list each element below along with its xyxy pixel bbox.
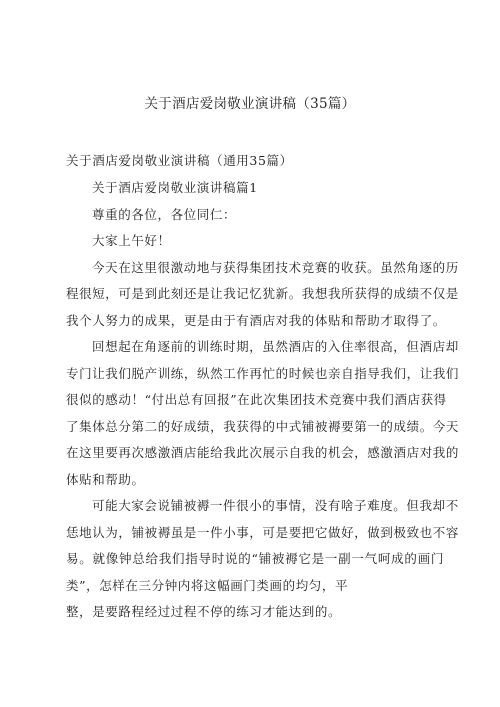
paragraph-line: 易。就像钟总给我们指导时说的“铺被褥它是一副一气呵成的画门	[66, 551, 444, 566]
paragraph-line: 我个人努力的成果，更是由于有酒店对我的体贴和帮助才取得了。	[66, 313, 446, 328]
paragraph-line: 很似的感动！“付出总有回报”在此次集团技术竞赛中我们酒店获得	[66, 392, 447, 407]
paragraph-line: 类”，怎样在三分钟内将这幅画门类画的均匀，平	[66, 578, 349, 593]
paragraph-line: 整，是要路程经过过程不停的练习才能达到的。	[66, 604, 342, 619]
paragraph-line: 程很短，可是到此刻还是让我记忆犹新。我想我所获得的成绩不仅是	[66, 286, 460, 301]
salutation: 尊重的各位，各位同仁：	[92, 207, 237, 222]
paragraph-line: 专门让我们脱产训练，纵然工作再忙的时候也亲自指导我们，让我们	[66, 366, 460, 381]
paragraph-line: 在这里要再次感激酒店能给我此次展示自我的机会，感激酒店对我的	[66, 445, 460, 460]
document-title: 关于酒店爱岗敬业演讲稿（35篇）	[144, 96, 356, 112]
paragraph-line: 体贴和帮助。	[66, 472, 145, 487]
section-heading: 关于酒店爱岗敬业演讲稿篇1	[92, 180, 258, 195]
paragraph-line: 可能大家会说铺被褥一件很小的事情，没有啥子难度。但我却不	[92, 498, 459, 513]
paragraph-line: 回想起在角逐前的训练时期，虽然酒店的入住率很高，但酒店却	[92, 339, 459, 354]
paragraph-line: 今天在这里很激动地与获得集团技术竞赛的收获。虽然角逐的历	[92, 260, 459, 275]
document-subtitle: 关于酒店爱岗敬业演讲稿（通用35篇）	[66, 153, 293, 168]
paragraph-line: 了集体总分第二的好成绩，我获得的中式铺被褥要第一的成绩。今天	[66, 419, 460, 434]
greeting: 大家上午好！	[92, 233, 171, 248]
paragraph-line: 恁地认为，铺被褥虽是一件小事，可是要把它做好，做到极致也不容	[66, 525, 460, 540]
